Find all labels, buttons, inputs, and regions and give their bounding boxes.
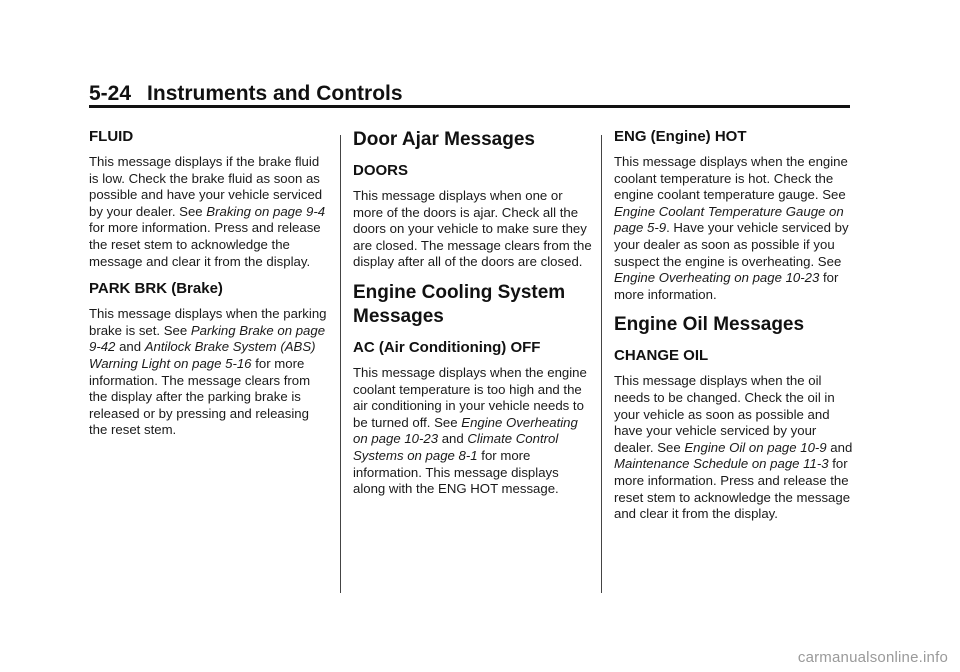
body-text: for more information. bbox=[614, 270, 839, 302]
cross-reference-link[interactable]: Antilock Brake System (ABS) Warning Light on page 5-16 bbox=[89, 339, 316, 371]
cross-reference-link[interactable]: Parking Brake on page 9-42 bbox=[89, 322, 326, 355]
section-heading-park-brk: PARK BRK (Brake) bbox=[89, 280, 223, 298]
cross-reference-link[interactable]: Braking on page 9-4 bbox=[206, 203, 326, 219]
body-text: This message displays if the brake fluid is low. Check the brake fluid as soon as possible and have your vehicle serviced by your dealer. See bbox=[89, 154, 323, 219]
ac-off-paragraph bbox=[353, 365, 593, 498]
body-text: This message displays when the engine coolant temperature is too high and the air conditioning in your vehicle needs to be turned off. See bbox=[353, 364, 587, 430]
body-text: This message displays when the parking brake is set. See bbox=[89, 306, 327, 338]
body-text: This message displays when the oil needs to be changed. Check the oil in your vehicle as soon as possible and have your vehicle serviced by your dealer. See bbox=[614, 373, 835, 455]
body-text: and bbox=[826, 439, 853, 455]
chapter-title: Instruments and Controls bbox=[147, 82, 403, 105]
section-heading-change-oil: CHANGE OIL bbox=[614, 347, 709, 365]
fluid-paragraph bbox=[89, 154, 329, 270]
section-title-engine-oil: Engine Oil Messages bbox=[614, 314, 805, 336]
page-header bbox=[89, 82, 849, 106]
cross-reference-link[interactable]: Engine Oil on page 10-9 bbox=[684, 439, 827, 455]
body-text: and bbox=[115, 339, 145, 355]
change-oil-paragraph bbox=[614, 373, 858, 522]
park-brk-paragraph bbox=[89, 306, 329, 439]
section-heading-doors: DOORS bbox=[353, 162, 409, 179]
cross-reference-link[interactable]: Maintenance Schedule on page 11-3 bbox=[614, 456, 829, 472]
body-text: This message displays when the engine coolant temperature is hot. Check the engine coolant temperature gauge. See bbox=[614, 154, 848, 203]
doors-paragraph: This message displays when one or more of the doors is ajar. Check all the doors on your vehicle to make sure they are closed. The message clears from the display after all of the doors are closed. bbox=[353, 188, 592, 270]
column-left bbox=[89, 118, 329, 443]
body-text: and bbox=[438, 431, 468, 447]
cross-reference-link[interactable]: Engine Overheating on page 10-23 bbox=[614, 270, 820, 286]
body-text: . Have your vehicle serviced by your dealer as soon as possible if you suspect the engine is overheating. See bbox=[614, 220, 849, 269]
section-title-engine-cooling: Engine Cooling System Messages bbox=[353, 281, 566, 327]
cross-reference-link[interactable]: Engine Overheating on page 10-23 bbox=[353, 414, 578, 447]
body-text: for more information. This message displays along with the ENG HOT message. bbox=[353, 447, 559, 497]
section-heading-ac-off: AC (Air Conditioning) OFF bbox=[353, 338, 541, 356]
column-right bbox=[614, 118, 858, 527]
cross-reference-link[interactable]: Engine Coolant Temperature Gauge on page 5-9 bbox=[614, 203, 844, 236]
header-rule bbox=[89, 105, 850, 108]
body-text: for more information. The message clears from the display after the parking brake is released or by pressing and releasing the reset stem. bbox=[89, 355, 311, 438]
section-heading-fluid: FLUID bbox=[89, 128, 134, 145]
page-number: 5-24 bbox=[89, 82, 132, 105]
column-divider bbox=[601, 135, 602, 593]
column-divider bbox=[340, 135, 341, 593]
section-heading-eng-hot: ENG (Engine) HOT bbox=[614, 128, 747, 145]
body-text: for more information. Press and release the reset stem to acknowledge the message and clear it from the display. bbox=[614, 456, 851, 522]
body-text: for more information. Press and release the reset stem to acknowledge the message and clear it from the display. bbox=[89, 220, 321, 269]
column-middle bbox=[353, 118, 593, 502]
section-title-door-ajar: Door Ajar Messages bbox=[353, 129, 535, 150]
watermark: carmanualsonline.info bbox=[797, 649, 948, 666]
cross-reference-link[interactable]: Climate Control Systems on page 8-1 bbox=[353, 431, 559, 463]
eng-hot-paragraph bbox=[614, 154, 858, 303]
